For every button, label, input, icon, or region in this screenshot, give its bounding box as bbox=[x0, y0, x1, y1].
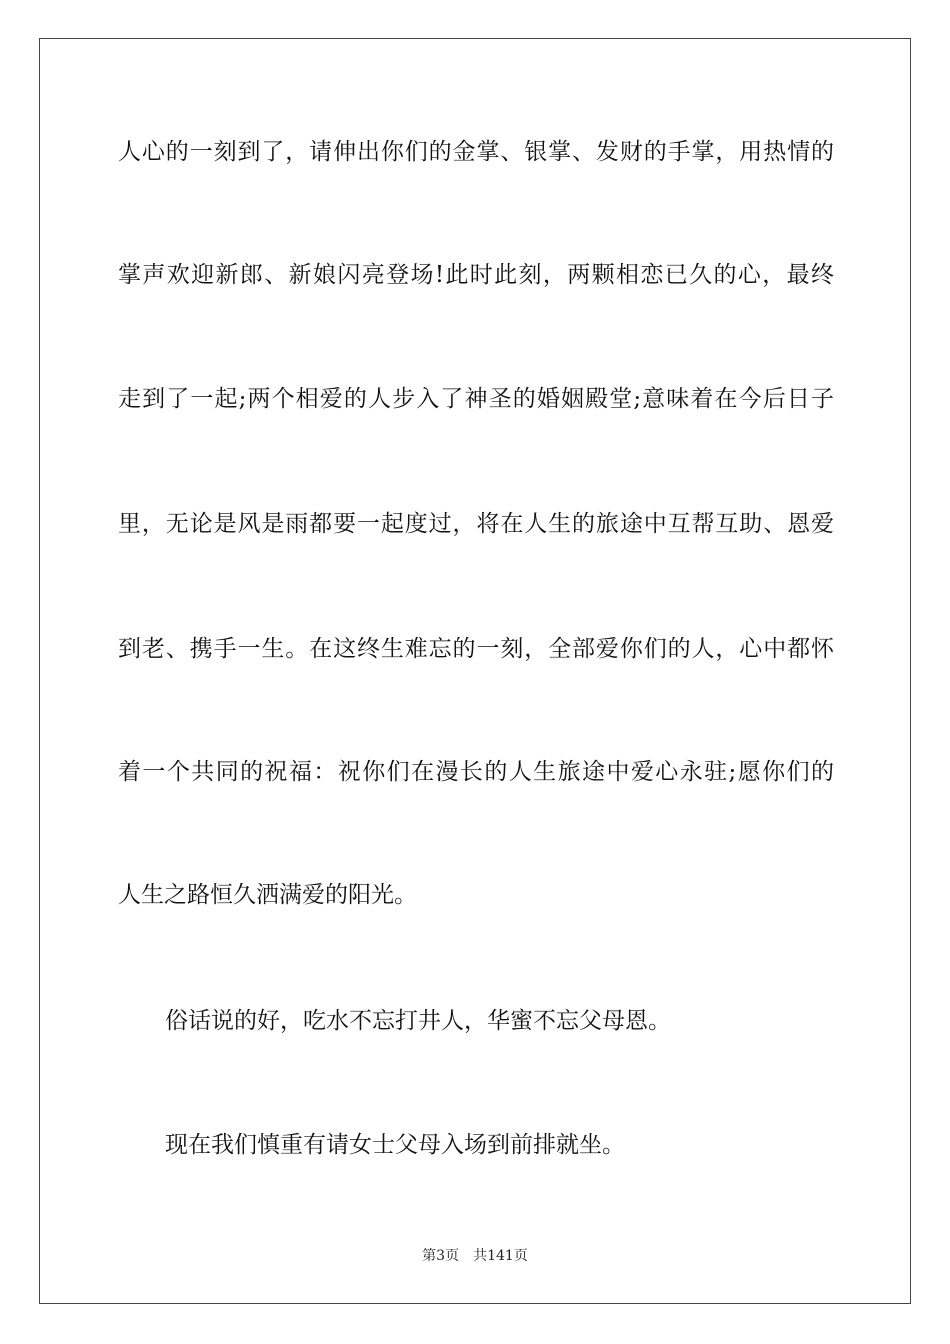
paragraph-proverb: 俗话说的好，吃水不忘打井人，华蜜不忘父母恩。 bbox=[165, 1008, 671, 1034]
page-frame bbox=[39, 38, 911, 1304]
footer-page-current: 3 bbox=[436, 1248, 446, 1264]
footer-mid: 页 共 bbox=[445, 1248, 488, 1264]
footer-prefix: 第 bbox=[422, 1248, 437, 1264]
body-line-3: 走到了一起;两个相爱的人步入了神圣的婚姻殿堂;意味着在今后日子 bbox=[118, 386, 834, 412]
page-footer bbox=[0, 1247, 950, 1265]
footer-page-total: 141 bbox=[487, 1248, 514, 1264]
body-line-7: 人生之路恒久洒满爱的阳光。 bbox=[118, 882, 417, 908]
body-line-4: 里，无论是风是雨都要一起度过，将在人生的旅途中互帮互助、恩爱 bbox=[118, 511, 834, 537]
body-line-6: 着一个共同的祝福：祝你们在漫长的人生旅途中爱心永驻;愿你们的 bbox=[118, 759, 834, 785]
paragraph-invite-parents: 现在我们慎重有请女士父母入场到前排就坐。 bbox=[165, 1132, 625, 1158]
body-line-2: 掌声欢迎新郎、新娘闪亮登场!此时此刻，两颗相恋已久的心，最终 bbox=[118, 262, 834, 288]
footer-suffix: 页 bbox=[513, 1248, 528, 1264]
body-line-1: 人心的一刻到了，请伸出你们的金掌、银掌、发财的手掌，用热情的 bbox=[118, 139, 834, 165]
body-line-5: 到老、携手一生。在这终生难忘的一刻，全部爱你们的人，心中都怀 bbox=[118, 636, 834, 662]
